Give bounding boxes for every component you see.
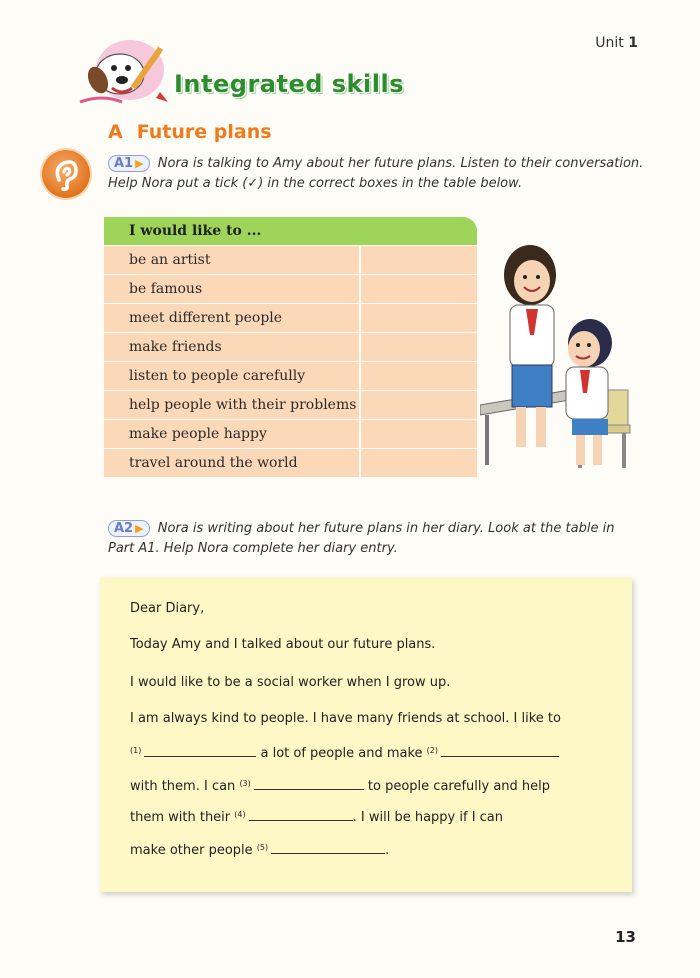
diary-line xyxy=(130,744,559,761)
tick-box[interactable] xyxy=(361,304,477,332)
diary-text: . xyxy=(385,843,390,858)
task-a2-tag: A2 ▶ xyxy=(108,520,150,537)
answer-blank-1[interactable] xyxy=(144,744,256,757)
diary-line xyxy=(130,841,389,858)
task-a1-instruction xyxy=(108,154,648,194)
row-label: make friends xyxy=(104,333,359,361)
tick-box[interactable] xyxy=(361,362,477,390)
plans-table xyxy=(104,217,477,477)
blank-number: (2) xyxy=(426,746,439,755)
tick-box[interactable] xyxy=(361,391,477,419)
tick-box[interactable] xyxy=(361,275,477,303)
row-label: help people with their problems xyxy=(104,391,359,419)
diary-line xyxy=(130,808,503,825)
blank-number: (5) xyxy=(256,843,269,852)
diary-text: a lot of people and make xyxy=(260,746,423,761)
table-row xyxy=(104,362,477,390)
unit-number: 1 xyxy=(628,35,638,51)
row-label: be famous xyxy=(104,275,359,303)
task-a1-text: Nora is talking to Amy about her future plans. Listen to their conversation. Help Nora put a tick (✓) in the correct boxes in the table below. xyxy=(108,156,644,191)
table-row xyxy=(104,333,477,361)
page-number: 13 xyxy=(615,928,636,946)
answer-blank-3[interactable] xyxy=(254,777,364,790)
listening-ear-icon xyxy=(42,150,90,198)
task-a2-instruction xyxy=(108,519,628,559)
row-label: make people happy xyxy=(104,420,359,448)
tick-box[interactable] xyxy=(361,449,477,477)
table-row xyxy=(104,304,477,332)
unit-label xyxy=(595,35,638,51)
section-letter: A xyxy=(108,121,123,143)
girls-illustration xyxy=(480,225,640,475)
diary-line: I am always kind to people. I have many friends at school. I like to xyxy=(130,711,561,726)
row-label: listen to people carefully xyxy=(104,362,359,390)
answer-blank-2[interactable] xyxy=(441,744,559,757)
unit-label-text: Unit xyxy=(595,35,624,51)
diary-text: make other people xyxy=(130,843,253,858)
task-a2-text: Nora is writing about her future plans in her diary. Look at the table in Part A1. Help Nora complete her diary entry. xyxy=(108,521,615,556)
diary-text: . I will be happy if I can xyxy=(352,810,504,825)
table-row xyxy=(104,420,477,448)
table-row xyxy=(104,391,477,419)
tick-box[interactable] xyxy=(361,420,477,448)
blank-number: (3) xyxy=(239,779,251,788)
diary-greeting: Dear Diary, xyxy=(130,601,205,616)
diary-line: Today Amy and I talked about our future plans. xyxy=(130,637,436,652)
tick-box[interactable] xyxy=(361,246,477,274)
blank-number: (1) xyxy=(130,746,142,755)
dog-mascot-icon xyxy=(72,36,184,112)
table-row xyxy=(104,449,477,477)
row-label: be an artist xyxy=(104,246,359,274)
task-a1-tag: A1 ▶ xyxy=(108,155,150,172)
row-label: travel around the world xyxy=(104,449,359,477)
section-heading xyxy=(108,121,272,143)
diary-text: to people carefully and help xyxy=(367,779,551,794)
answer-blank-5[interactable] xyxy=(271,841,385,854)
diary-text: with them. I can xyxy=(130,779,236,794)
table-row xyxy=(104,246,477,274)
section-title: Future plans xyxy=(136,121,272,143)
answer-blank-4[interactable] xyxy=(249,808,353,821)
diary-line xyxy=(130,777,550,794)
tick-box[interactable] xyxy=(361,333,477,361)
row-label: meet different people xyxy=(104,304,359,332)
table-row xyxy=(104,275,477,303)
diary-text: them with their xyxy=(130,810,231,825)
page-title: Integrated skills xyxy=(174,70,404,98)
diary-note xyxy=(100,577,632,892)
diary-line: I would like to be a social worker when I grow up. xyxy=(130,675,451,690)
blank-number: (4) xyxy=(234,810,246,819)
table-header: I would like to ... xyxy=(104,217,477,245)
